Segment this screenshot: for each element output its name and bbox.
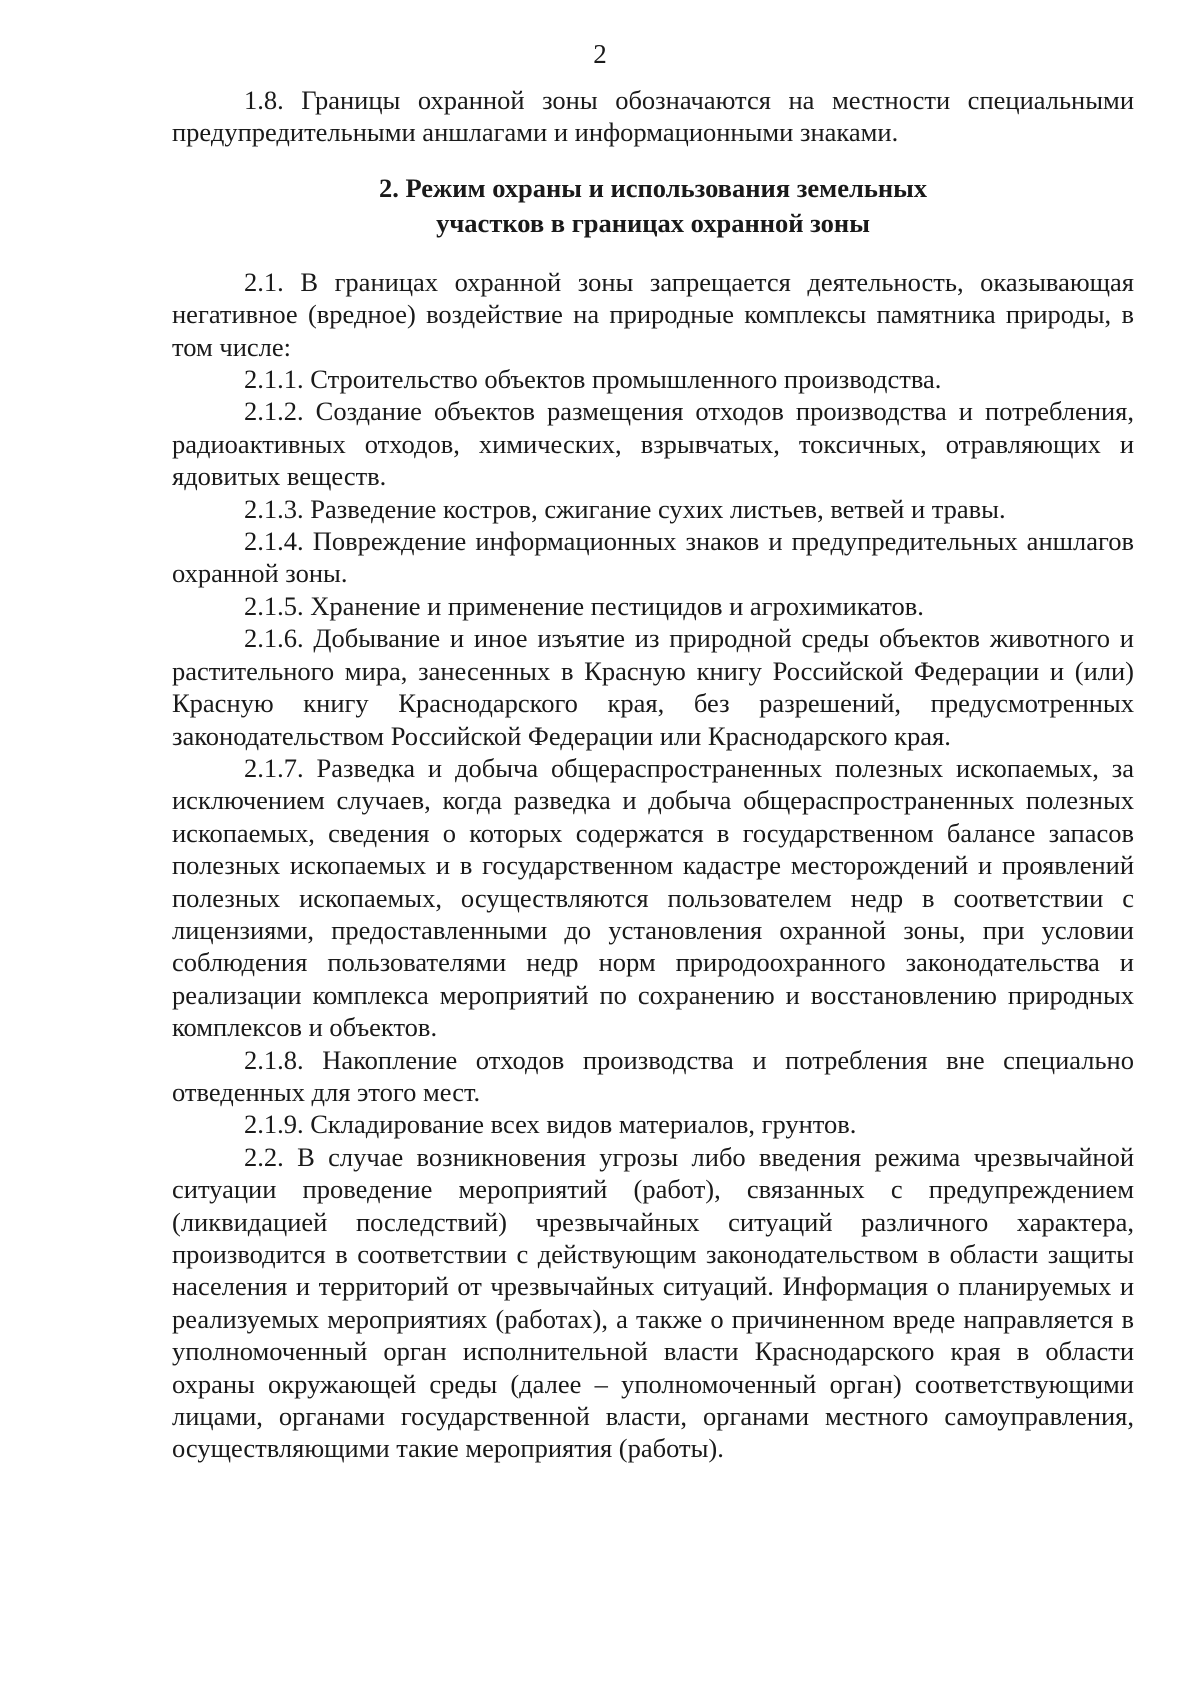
- paragraph-2-1-5: 2.1.5. Хранение и применение пестицидов и агрохимикатов.: [244, 590, 924, 621]
- paragraph-2-1-8: 2.1.8. Накопление отходов производства и потребления вне специально отведенных для этого мест.: [172, 1044, 1134, 1107]
- paragraph-2-1-2: 2.1.2. Создание объектов размещения отходов производства и потребления, радиоактивных отходов, химических, взрывчатых, токсичных, отравляющих и ядовитых веществ.: [172, 396, 1134, 492]
- paragraph-2-1-9: 2.1.9. Складирование всех видов материалов, грунтов.: [244, 1109, 857, 1140]
- paragraph-1-8: 1.8. Границы охранной зоны обозначаются на местности специальными предупредительными аншлагами и информационными знаками.: [172, 85, 1134, 148]
- page-number: 2: [593, 39, 607, 69]
- paragraph-2-1-4: 2.1.4. Повреждение информационных знаков и предупредительных аншлагов охранной зоны.: [172, 526, 1134, 589]
- paragraph-2-2: 2.2. В случае возникновения угрозы либо введения режима чрезвычайной ситуации проведение мероприятий (работ), связанных с предупреждением (ликвидацией последствий) чрезвычайных ситуаций различного характера, производится в соответствии с действующим законодательством в области защиты населения и территорий от чрезвычайных ситуаций. Информация о планируемых и реализуемых мероприятиях (работах), а также о причиненном вреде направляется в уполномоченный орган исполнительной власти Краснодарского края в области охраны окружающей среды (далее – уполномоченный орган) соответствующими лицами, органами государственной власти, органами местного самоуправления, осуществляющими такие мероприятия (работы).: [172, 1141, 1134, 1464]
- paragraph-2-1-1: 2.1.1. Строительство объектов промышленного производства.: [244, 364, 942, 395]
- section-heading-line-1: 2. Режим охраны и использования земельных: [378, 172, 928, 203]
- document-body: [172, 84, 1134, 1465]
- paragraph-2-1-6: 2.1.6. Добывание и иное изъятие из природной среды объектов животного и растительного мира, занесенных в Красную книгу Российской Федерации и (или) Красную книгу Краснодарского края, без разрешений, предусмотренных законодательством Российской Федерации или Краснодарского края.: [172, 623, 1134, 751]
- section-heading-line-2: участков в границах охранной зоны: [436, 207, 870, 238]
- paragraph-2-1-7: 2.1.7. Разведка и добыча общераспространенных полезных ископаемых, за исключением случаев, когда разведка и добыча общераспространенных полезных ископаемых, сведения о которых содержатся в государственном балансе запасов полезных ископаемых и в государственном кадастре месторождений и проявлений полезных ископаемых, осуществляются пользователем недр в соответствии с лицензиями, предоставленными до установления охранной зоны, при условии соблюдения пользователями недр норм природоохранного законодательства и реализации комплекса мероприятий по сохранению и восстановлению природных комплексов и объектов.: [172, 752, 1134, 1043]
- paragraph-2-1-3: 2.1.3. Разведение костров, сжигание сухих листьев, ветвей и травы.: [244, 493, 1006, 524]
- paragraph-2-1: 2.1. В границах охранной зоны запрещается деятельность, оказывающая негативное (вредное) воздействие на природные комплексы памятника природы, в том числе:: [172, 266, 1134, 362]
- section-heading: [172, 171, 1134, 241]
